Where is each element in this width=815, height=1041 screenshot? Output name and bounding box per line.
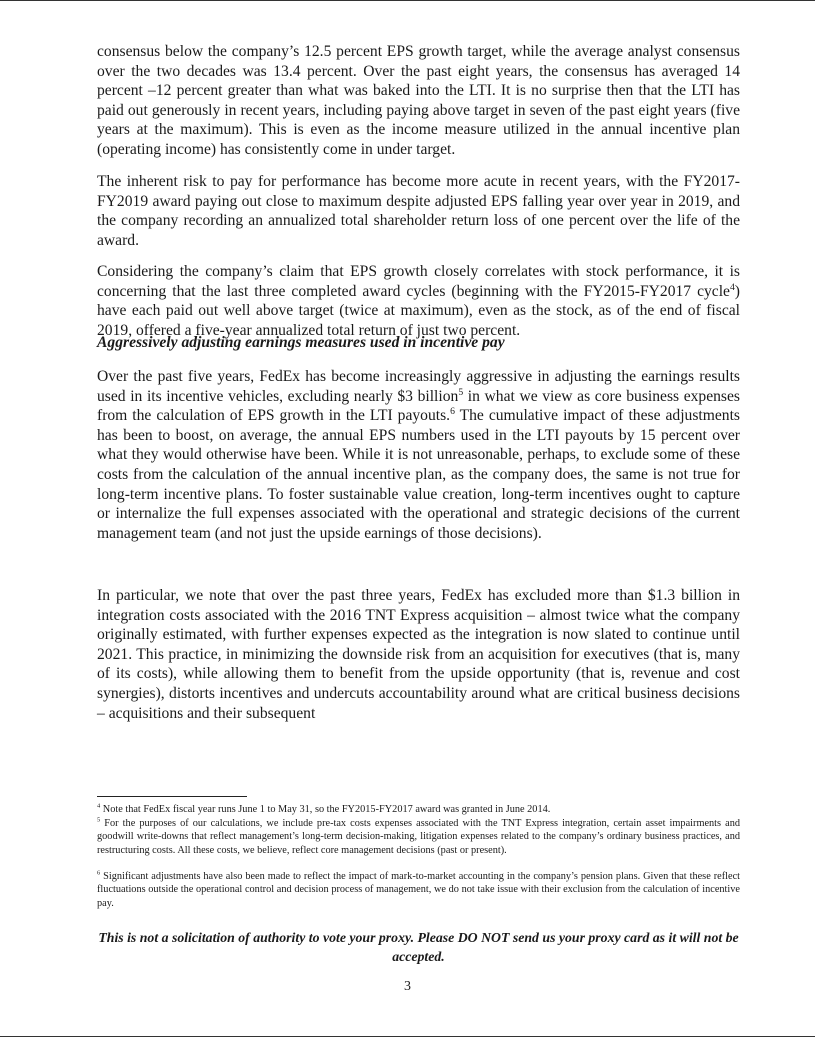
footnote-number: 5 (97, 816, 101, 824)
top-border (0, 0, 815, 1)
text: The cumulative impact of these adjustments has been to boost, on average, the annual EPS numbers used in the LTI payouts by 15 percent over what they would otherwise have been. While it is not unreasonable, perhaps, to exclude some of these costs from the calculation of the annual incentive plan, as the company does, the same is not true for long-term incentive plans. To foster sustainable value creation, long-term incentives ought to capture or internalize the full expenses associated with the operational and strategic decisions of the current management team (and not just the upside earnings of those decisions). (97, 407, 740, 542)
footnote-ref-6: 6 (450, 406, 455, 417)
text: in what we view as core business expenses from the calculation of EPS growth in the LTI payouts. (97, 387, 740, 425)
paragraph-consensus: consensus below the company’s 12.5 percent EPS growth target, while the average analyst consensus over the two decades was 13.4 percent. Over the past eight years, the consensus has averaged 14 percent –12 percent greater than what was baked into the LTI. It is no surprise then that the LTI has paid out generously in recent years, including paying above target in seven of the past eight years (five years at the maximum). This is even as the income measure utilized in the annual incentive plan (operating income) has consistently come in under target. (97, 43, 740, 158)
footnote-text: For the purposes of our calculations, we include pre-tax costs expenses associated with the TNT Express integration, certain asset impairments and goodwill write-downs that reflect management’s long-term decision-making, litigation expenses related to the company’s ordinary business practices, and restructuring costs. All these costs, we believe, reflect core management decisions (past or present). (97, 818, 740, 856)
footnote-separator (97, 796, 247, 797)
paragraph-eps-correlation (97, 262, 740, 340)
text: Considering the company’s claim that EPS growth closely correlates with stock performance, it is concerning that the last three completed award cycles (beginning with the FY2015-FY2017 cycle (97, 263, 740, 300)
paragraph-adjustments (97, 367, 740, 543)
paragraph-risk: The inherent risk to pay for performance has become more acute in recent years, with the FY2017-FY2019 award paying out close to maximum despite adjusted EPS falling year over year in 2019, and the company recording an annualized total shareholder return loss of one percent over the life of the award. (97, 173, 740, 249)
footnote-5 (97, 817, 740, 857)
footnote-number: 4 (97, 802, 101, 810)
footnote-ref-5: 5 (458, 386, 464, 398)
page-number: 3 (404, 979, 411, 994)
bottom-border (0, 1036, 815, 1037)
footnote-text: Significant adjustments have also been made to reflect the impact of mark-to-market accounting in the company’s pension plans. Given that these reflect fluctuations outside the operational control and decision process of management, we do not take issue with their exclusion from the calculation of incentive pay. (97, 871, 740, 909)
footnote-ref-4: 4 (729, 281, 735, 293)
text: Over the past five years, FedEx has become increasingly aggressive in adjusting the earnings results used in its incentive vehicles, excluding nearly $3 billion (97, 368, 740, 405)
section-heading: Aggressively adjusting earnings measures used in incentive pay (97, 334, 505, 351)
proxy-notice: This is not a solicitation of authority to vote your proxy. Please DO NOT send us your proxy card as it will not be accepted. (98, 930, 739, 964)
footnote-6 (97, 870, 740, 910)
footnote-4 (97, 803, 740, 816)
footnote-text: Note that FedEx fiscal year runs June 1 to May 31, so the FY2015-FY2017 award was granted in June 2014. (100, 804, 551, 815)
text: ) have each paid out well above target (twice at maximum), even as the stock, as of the end of fiscal 2019, offered a five-year annualized total return of just two percent. (97, 282, 740, 339)
footnote-number: 6 (97, 869, 101, 877)
paragraph-tnt-integration: In particular, we note that over the past three years, FedEx has excluded more than $1.3 billion in integration costs associated with the 2016 TNT Express acquisition – almost twice what the company originally estimated, with further expenses expected as the integration is now slated to continue until 2021. This practice, in minimizing the downside risk from an acquisition for executives (that is, many of its costs), while allowing them to benefit from the upside opportunity (that is, revenue and cost synergies), distorts incentives and undercuts accountability around what are critical business decisions – acquisitions and their subsequent (97, 587, 740, 722)
